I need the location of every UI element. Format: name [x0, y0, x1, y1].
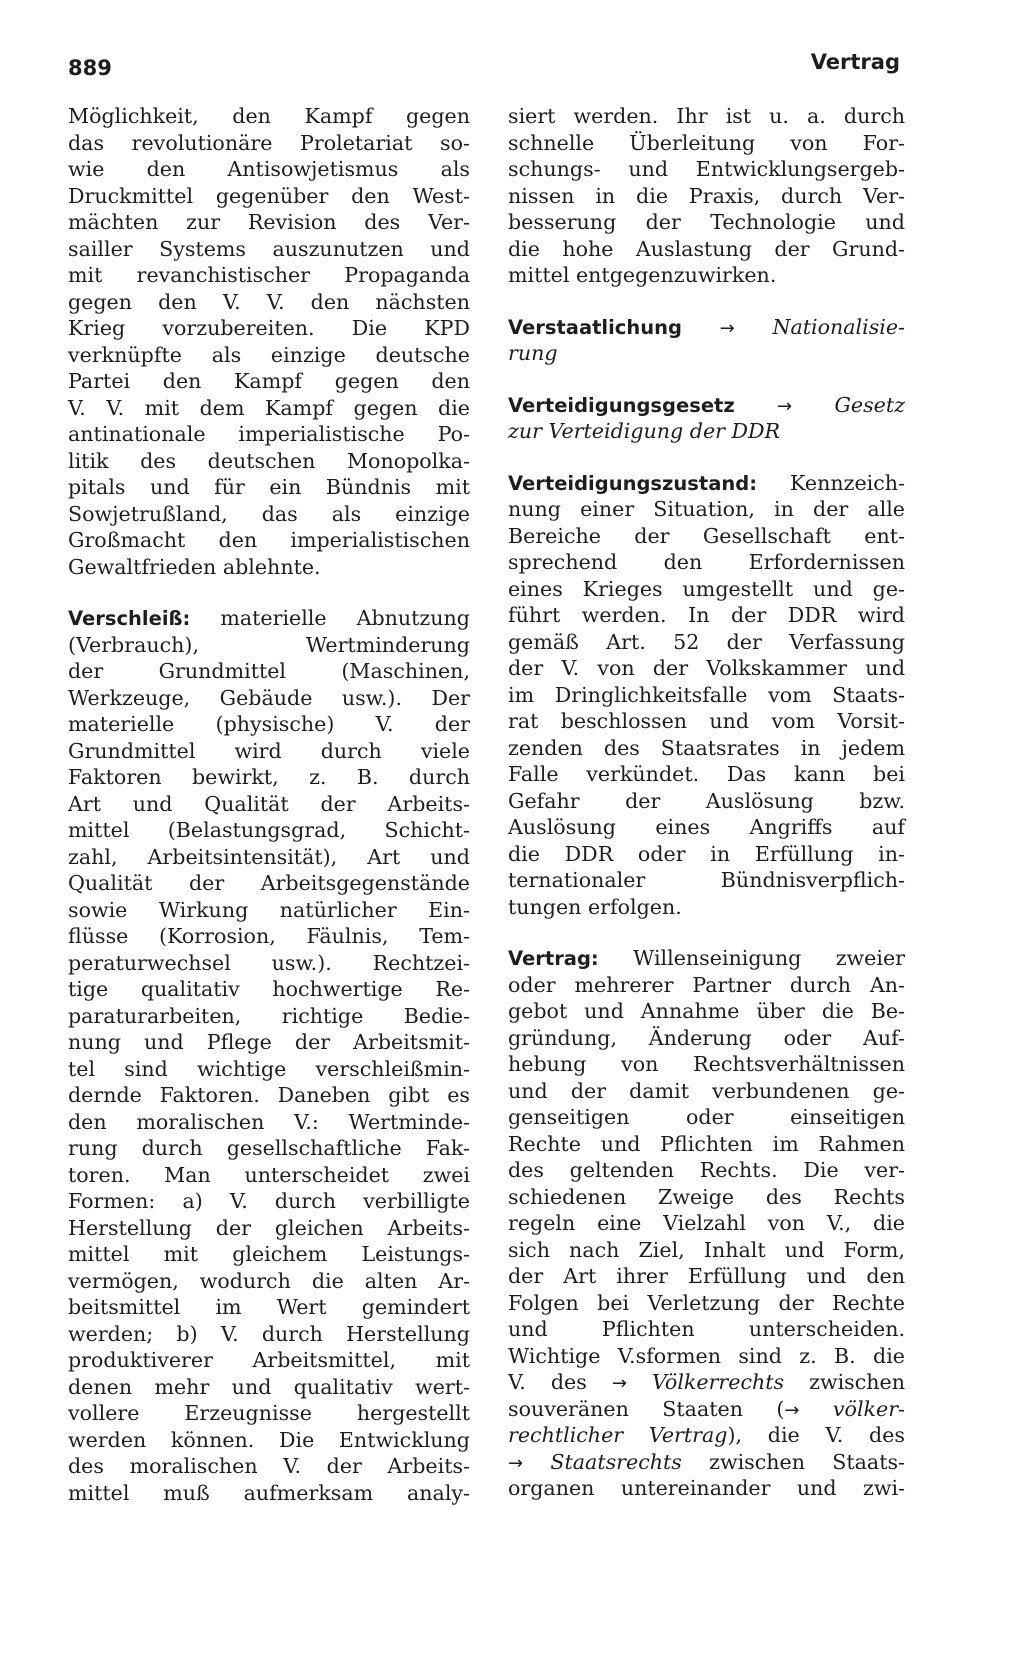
entry-verschleiss: [68, 605, 470, 1506]
text-line: V. des → Völkerrechts zwischen: [508, 1370, 905, 1394]
arrow-icon: →: [777, 395, 793, 417]
text-line: rat beschlossen und vom Vorsit-: [508, 709, 905, 733]
left-column: [68, 103, 470, 1506]
cross-reference: Staatsrechts: [550, 1449, 682, 1474]
text-line: tige qualitativ hochwertige Re-: [68, 977, 470, 1001]
text-line: gründung, Änderung oder Auf-: [508, 1025, 905, 1050]
text-line: der Grundmittel (Maschinen,: [68, 659, 470, 683]
entry-verteidigungsgesetz: [508, 392, 905, 445]
text-line: beitsmittel im Wert gemindert: [68, 1295, 470, 1319]
cross-reference: Nationalisie-: [772, 314, 906, 339]
text-line: Großmacht den imperialistischen: [68, 528, 470, 552]
right-column: [508, 103, 905, 1502]
text-line: vollere Erzeugnisse hergestellt: [68, 1401, 470, 1425]
page-number: 889: [68, 56, 112, 80]
text-line: Druckmittel gegenüber den West-: [68, 183, 470, 208]
text-line: Partei den Kampf gegen den: [68, 369, 470, 393]
text-line: Sowjetrußland, das als einzige: [68, 501, 470, 526]
text-line: sprechend den Erfordernissen: [508, 550, 905, 574]
text-line: Grundmittel wird durch viele: [68, 738, 470, 763]
text-line: Werkzeuge, Gebäude usw.). Der: [68, 685, 470, 710]
text-line: besserung der Technologie und: [508, 210, 905, 234]
text-line: mittel mit gleichem Leistungs-: [68, 1242, 470, 1266]
text-line: schiedenen Zweige des Rechts: [508, 1184, 905, 1209]
text-line: Rechte und Pflichten im Rahmen: [508, 1131, 905, 1156]
continuation-paragraph: [68, 103, 470, 580]
text-line: hebung von Rechtsverhältnissen: [508, 1052, 905, 1076]
text-line: zenden des Staatsrates in jedem: [508, 735, 905, 760]
text-line: zahl, Arbeitsintensität), Art und: [68, 844, 470, 869]
text-line: sowie Wirkung natürlicher Ein-: [68, 897, 470, 922]
text-line: paraturarbeiten, richtige Bedie-: [68, 1003, 470, 1028]
text-line: Qualität der Arbeitsgegenstände: [68, 871, 470, 895]
entry-verteidigungszustand: Verteidigungszustand: Kennzeich- nung einer Situation, in der alle Bereiche der Gesellschaft ent- sprechend den Erfordernissen eines Krieges umgestellt und ge- führt werden. In der DDR wird gemäß Art. 52 der Verfassung der V. von der Volkskammer und im Dringlichkeitsfalle vom Staats- rat beschlossen und vom Vorsit- zenden des Staatsrates in jedem Falle verkündet. Das kann bei Gefahr der Auslösung bzw. Auslösung eines Angriffs auf die DDR oder in Erfüllung in- ternationaler Bündnisverpflich- tungen erfolgen.: [508, 470, 905, 919]
text-line: mittel muß aufmerksam analy-: [68, 1480, 470, 1505]
text-line: die hohe Auslastung der Grund-: [508, 236, 905, 261]
text-line: produktiverer Arbeitsmittel, mit: [68, 1348, 470, 1372]
text-line: (Verbrauch), Wertminderung: [68, 632, 470, 657]
text-line: Gewaltfrieden ablehnte.: [68, 554, 321, 579]
text-line: pitals und für ein Bündnis mit: [68, 475, 470, 499]
text-line: siert werden. Ihr ist u. a. durch: [508, 104, 905, 128]
text-line: nung einer Situation, in der alle: [508, 497, 905, 521]
text-line: denen mehr und qualitativ wert-: [68, 1374, 470, 1399]
text-line: gegen den V. V. den nächsten: [68, 289, 470, 314]
text-line: rung durch gesellschaftliche Fak-: [68, 1136, 470, 1160]
text-line: mittel entgegenzuwirken.: [508, 263, 777, 287]
text-line: eines Krieges umgestellt und ge-: [508, 576, 905, 601]
text-line: regeln eine Vielzahl von V., die: [508, 1211, 905, 1235]
text-line: organen untereinander und zwi-: [508, 1476, 905, 1500]
text-line: nung und Pflege der Arbeitsmit-: [68, 1030, 470, 1054]
headword-verschleiss: Verschleiß:: [68, 607, 191, 630]
text-line: der Art ihrer Erfüllung und den: [508, 1264, 905, 1288]
arrow-icon: →: [784, 1399, 800, 1421]
arrow-icon: →: [611, 1373, 627, 1394]
text-line: genseitigen oder einseitigen: [508, 1105, 905, 1129]
headword-verteidigungsgesetz: Verteidigungsgesetz: [508, 393, 735, 417]
text-line: das revolutionäre Proletariat so-: [68, 130, 470, 155]
headword-verteidigungszustand: Verteidigungszustand:: [508, 471, 757, 495]
text-line: werden; b) V. durch Herstellung: [68, 1321, 470, 1346]
text-line: Formen: a) V. durch verbilligte: [68, 1189, 470, 1213]
headword-vertrag: Vertrag:: [508, 947, 599, 970]
text-line: sailler Systems auszunutzen und: [68, 236, 470, 261]
text-line: dernde Faktoren. Daneben gibt es: [68, 1083, 470, 1107]
text-line: die DDR oder in Erfüllung in-: [508, 841, 905, 866]
cross-reference: Gesetz: [834, 392, 905, 417]
entry-first-line: Verschleiß: materielle Abnutzung: [68, 606, 470, 630]
arrow-icon: →: [508, 1452, 524, 1474]
text-line: und der damit verbundenen ge-: [508, 1078, 905, 1103]
entry-verstaatlichung: [508, 314, 905, 367]
continuation-paragraph: [508, 103, 905, 289]
cross-reference: völker-: [832, 1396, 905, 1421]
text-line: materielle (physische) V. der: [68, 712, 470, 736]
text-line: flüsse (Korrosion, Fäulnis, Tem-: [68, 924, 470, 948]
text-line: nissen in die Praxis, durch Ver-: [508, 183, 905, 208]
text-line: souveränen Staaten (→ völker-: [508, 1396, 905, 1421]
text-line: peraturwechsel usw.). Rechtzei-: [68, 950, 470, 975]
text-line: Möglichkeit, den Kampf gegen: [68, 104, 470, 128]
text-line: im Dringlichkeitsfalle vom Staats-: [508, 682, 905, 707]
text-line: Art und Qualität der Arbeits-: [68, 791, 470, 816]
text-line: den moralischen V.: Wertminde-: [68, 1109, 470, 1134]
text-line: schnelle Überleitung von For-: [508, 130, 905, 155]
text-line: toren. Man unterscheidet zwei: [68, 1162, 470, 1187]
text-line: ternationaler Bündnisverpflich-: [508, 868, 905, 892]
entry-vertrag: Vertrag: Willenseinigung zweier oder mehrerer Partner durch An- gebot und Annahme über die Be- gründung, Änderung oder Auf- hebung von Rechtsverhältnissen und der damit verbundenen ge- genseitigen oder einseitigen Rechte und Pflichten im Rahmen des geltenden Rechts. Die ver- schiedenen Zweige des Rechts regeln eine Vielzahl von V., die sich nach Ziel, Inhalt und Form, der Art ihrer Erfüllung und den Folgen bei Verletzung der Rechte und Pflichten unterscheiden. Wichtige V.sformen sind z. B. die V. des → Völkerrechts zwischen souveränen Staaten (→ völker- rechtlicher Vertrag), die V. des → Staatsrechts zwischen Staats- organen untereinander und zwi-: [508, 946, 906, 1500]
text-line: antinationale imperialistische Po-: [68, 422, 470, 446]
text-line: führt werden. In der DDR wird: [508, 603, 905, 627]
cross-reference: zur Verteidigung der DDR: [508, 419, 781, 443]
text-line: V. V. mit dem Kampf gegen die: [68, 395, 470, 420]
cross-reference: rechtlicher Vertrag: [508, 1423, 728, 1447]
running-head: Vertrag: [810, 50, 900, 74]
text-line: schungs- und Entwicklungsergeb-: [508, 157, 905, 181]
arrow-icon: →: [719, 317, 735, 339]
text-line: mittel (Belastungsgrad, Schicht-: [68, 818, 470, 842]
text-line: wie den Antisowjetismus als: [68, 157, 470, 181]
text-line: litik des deutschen Monopolka-: [68, 448, 470, 473]
text-line: vermögen, wodurch die alten Ar-: [68, 1268, 470, 1293]
text-line: Krieg vorzubereiten. Die KPD: [68, 316, 470, 340]
text-line: verknüpfte als einzige deutsche: [68, 342, 470, 367]
text-line: Falle verkündet. Das kann bei: [508, 762, 905, 786]
text-line: Gefahr der Auslösung bzw.: [508, 788, 905, 813]
text-line: Bereiche der Gesellschaft ent-: [508, 523, 905, 548]
text-line: oder mehrerer Partner durch An-: [508, 972, 905, 997]
text-line: Wichtige V.sformen sind z. B. die: [508, 1343, 905, 1368]
cross-reference: Völkerrechts: [651, 1370, 785, 1394]
headword-verstaatlichung: Verstaatlichung: [508, 315, 682, 339]
text-line: mit revanchistischer Propaganda: [68, 263, 470, 287]
text-line: der V. von der Volkskammer und: [508, 656, 905, 680]
text-line: tungen erfolgen.: [508, 894, 682, 919]
text-line: Auslösung eines Angriffs auf: [508, 815, 905, 839]
text-line: des moralischen V. der Arbeits-: [68, 1454, 470, 1478]
text-line: und Pflichten unterscheiden.: [508, 1317, 905, 1341]
text-line: Faktoren bewirkt, z. B. durch: [68, 765, 470, 789]
text-line: gemäß Art. 52 der Verfassung: [508, 629, 905, 654]
text-line: mächten zur Revision des Ver-: [68, 210, 470, 234]
text-line: Folgen bei Verletzung der Rechte: [508, 1290, 905, 1315]
text-line: des geltenden Rechts. Die ver-: [508, 1158, 905, 1182]
text-line: sich nach Ziel, Inhalt und Form,: [508, 1237, 905, 1262]
text-line: → Staatsrechts zwischen Staats-: [508, 1449, 906, 1474]
text-line: gebot und Annahme über die Be-: [508, 999, 905, 1023]
text-line: rechtlicher Vertrag), die V. des: [508, 1423, 905, 1447]
text-line: Herstellung der gleichen Arbeits-: [68, 1215, 470, 1240]
text-line: tel sind wichtige verschleißmin-: [68, 1056, 470, 1081]
cross-reference: rung: [508, 341, 558, 365]
text-line: werden können. Die Entwicklung: [68, 1427, 470, 1452]
